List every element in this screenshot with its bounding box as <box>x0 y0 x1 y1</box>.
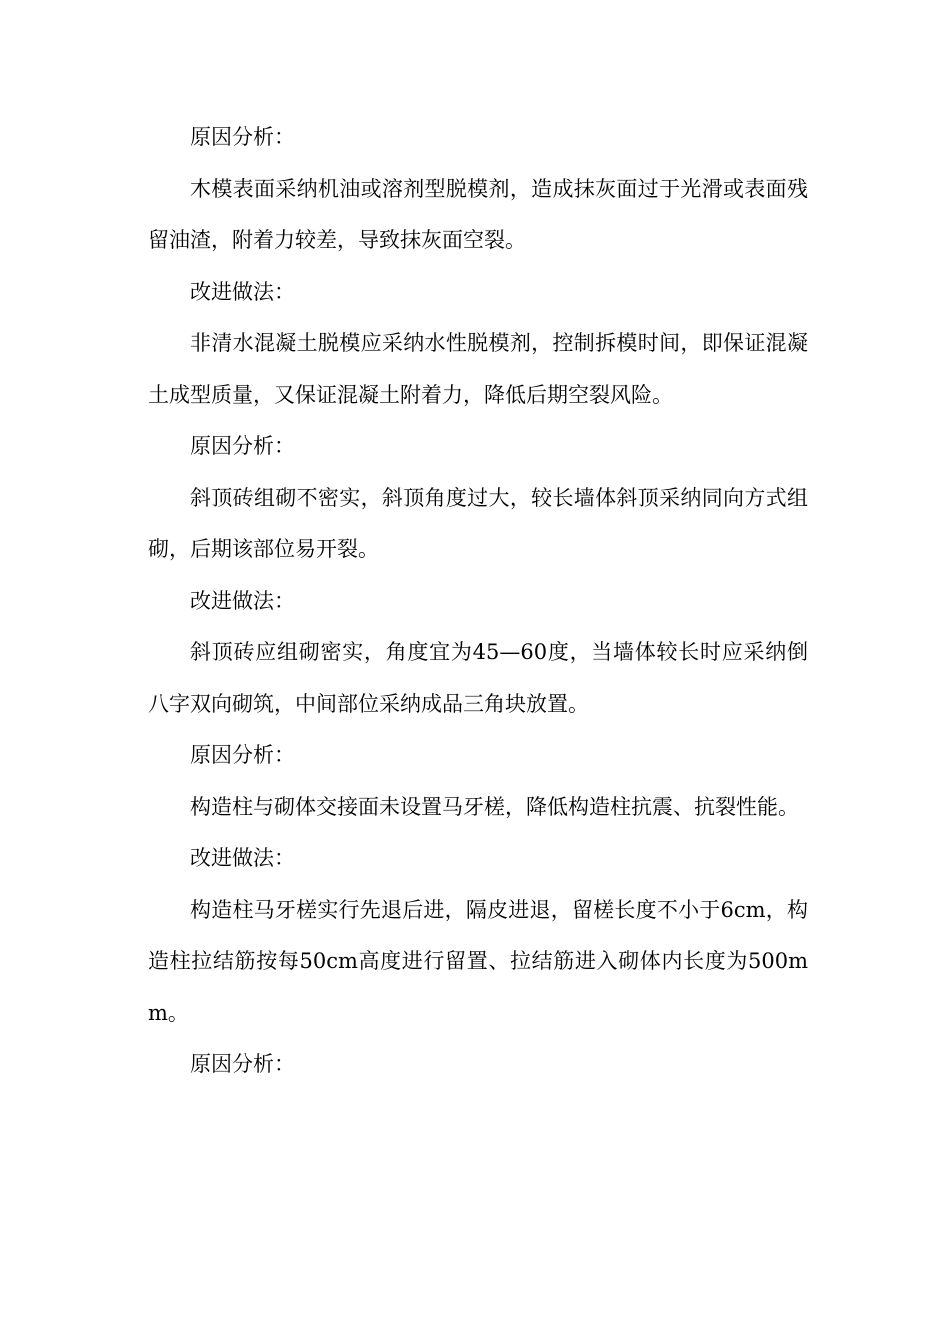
paragraph-heading-cause: 原因分析： <box>190 1052 295 1076</box>
document-body <box>148 112 808 1091</box>
paragraph-heading-improvement: 改进做法： <box>190 588 295 613</box>
paragraph-heading-cause: 原因分析： <box>190 434 295 458</box>
paragraph-body: 斜顶砖应组砌密实，角度宜为45—60度，当墙体较长时应采纳倒八字双向砌筑，中间部位采纳成品三角块放置。 <box>148 640 808 716</box>
paragraph-heading-improvement: 改进做法： <box>190 846 295 870</box>
paragraph-body: 斜顶砖组砌不密实，斜顶角度过大，较长墙体斜顶采纳同向方式组砌，后期该部位易开裂。 <box>148 485 808 561</box>
paragraph-heading-cause: 原因分析： <box>190 743 295 767</box>
paragraph-heading-improvement: 改进做法： <box>190 279 295 304</box>
paragraph-body: 木模表面采纳机油或溶剂型脱模剂，造成抹灰面过于光滑或表面残留油渣，附着力较差，导致抹灰面空裂。 <box>148 176 808 252</box>
paragraph-body: 构造柱与砌体交接面未设置马牙槎，降低构造柱抗震、抗裂性能。 <box>190 794 799 819</box>
paragraph-body: 非清水混凝土脱模应采纳水性脱模剂，控制拆模时间，即保证混凝土成型质量，又保证混凝土附着力，降低后期空裂风险。 <box>148 331 808 407</box>
paragraph-heading-cause: 原因分析： <box>190 125 295 149</box>
paragraph-body: 构造柱马牙槎实行先退后进，隔皮进退，留槎长度不小于6cm，构造柱拉结筋按每50cm高度进行留置、拉结筋进入砌体内长度为500mm。 <box>148 897 808 1025</box>
